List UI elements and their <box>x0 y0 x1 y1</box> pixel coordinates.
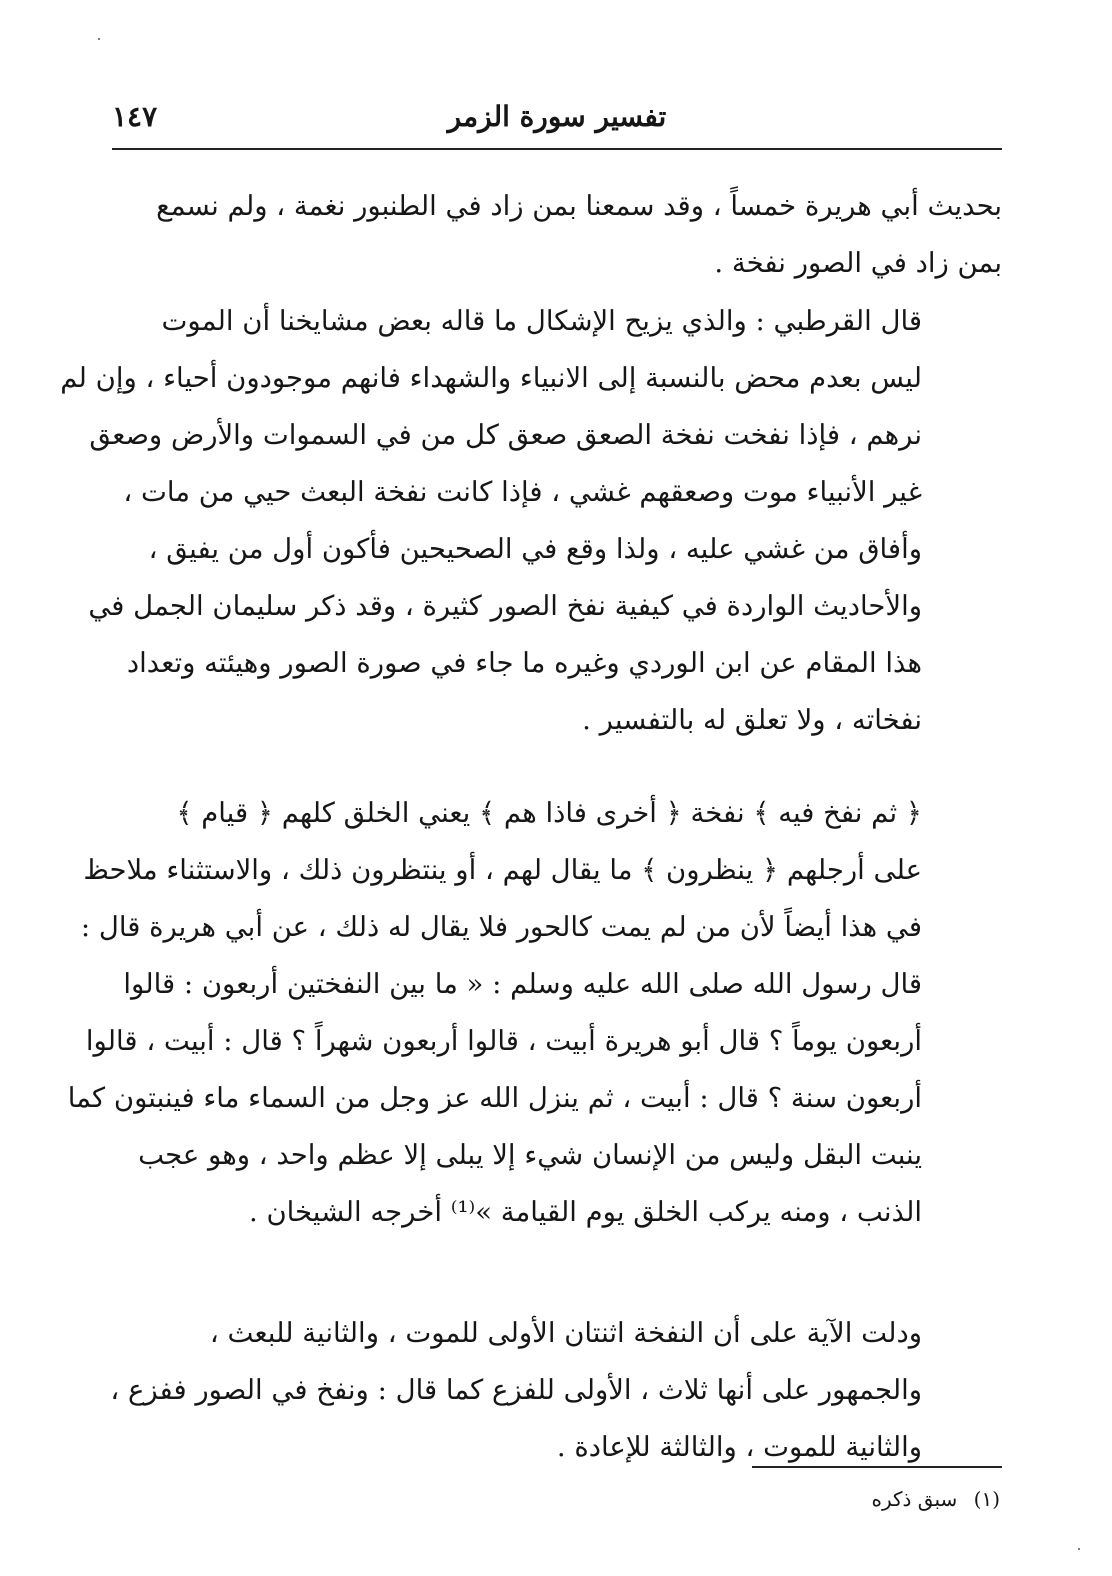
footnote-rule <box>752 1466 1002 1468</box>
paragraph-2 <box>60 293 1002 749</box>
text-line: ينبت البقل وليس من الإنسان شيء إلا يبلى إلا عظم واحد ، وهو عجب <box>138 1139 922 1171</box>
text-line: بمن زاد في الصور نفخة . <box>714 247 1002 279</box>
text-line: بحديث أبي هريرة خمساً ، وقد سمعنا بمن زاد في الطنبور نغمة ، ولم نسمع <box>156 190 1002 222</box>
header-rule <box>112 148 1002 150</box>
footnote-marker: (١) <box>973 1487 1000 1511</box>
scan-speck <box>98 38 100 40</box>
text-line: والأحاديث الواردة في كيفية نفخ الصور كثيرة ، وقد ذكر سليمان الجمل في <box>88 590 922 622</box>
text-line: الذنب ، ومنه يركب الخلق يوم القيامة »⁽¹⁾ أخرجه الشيخان . <box>249 1196 922 1228</box>
paragraph-3 <box>67 785 1002 1241</box>
text-line: على أرجلهم ﴿ ينظرون ﴾ ما يقال لهم ، أو ينتظرون ذلك ، والاستثناء ملاحظ <box>83 854 922 886</box>
paragraph-4 <box>112 1305 1002 1476</box>
page-number: ١٤٧ <box>112 100 158 133</box>
header-title: تفسير سورة الزمر <box>447 100 667 133</box>
text-line: ﴿ ثم نفخ فيه ﴾ نفخة ﴿ أخرى فاذا هم ﴾ يعني الخلق كلهم ﴿ قيام ﴾ <box>176 797 922 829</box>
scan-speck <box>1078 1548 1080 1550</box>
text-line: هذا المقام عن ابن الوردي وغيره ما جاء في صورة الصور وهيئته وتعداد <box>126 647 922 679</box>
text-line: قال القرطبي : والذي يزيح الإشكال ما قاله بعض مشايخنا أن الموت <box>161 305 922 337</box>
text-line: أربعون يوماً ؟ قال أبو هريرة أبيت ، قالوا أربعون شهراً ؟ قال : أبيت ، قالوا <box>85 1025 922 1057</box>
footnote <box>700 1484 1000 1514</box>
footnote-text: سبق ذكره <box>871 1487 958 1511</box>
text-line: والجمهور على أنها ثلاث ، الأولى للفزع كما قال : ونفخ في الصور ففزع ، <box>110 1374 922 1406</box>
text-line: نرهم ، فإذا نفخت نفخة الصعق صعق كل من في السموات والأرض وصعق <box>89 419 922 451</box>
running-header <box>112 96 1002 148</box>
text-line: وأفاق من غشي عليه ، ولذا وقع في الصحيحين فأكون أول من يفيق ، <box>148 533 922 565</box>
paragraph-1 <box>112 178 1002 292</box>
text-line: ودلت الآية على أن النفخة اثنتان الأولى للموت ، والثانية للبعث ، <box>209 1317 922 1349</box>
text-line: غير الأنبياء موت وصعقهم غشي ، فإذا كانت نفخة البعث حيي من مات ، <box>123 476 922 508</box>
text-line: ليس بعدم محض بالنسبة إلى الانبياء والشهداء فانهم موجودون أحياء ، وإن لم <box>60 362 922 394</box>
text-line: نفخاته ، ولا تعلق له بالتفسير . <box>582 704 922 736</box>
text-line: والثانية للموت ، والثالثة للإعادة . <box>556 1431 922 1463</box>
text-line: أربعون سنة ؟ قال : أبيت ، ثم ينزل الله عز وجل من السماء ماء فينبتون كما <box>67 1082 922 1114</box>
text-line: قال رسول الله صلى الله عليه وسلم : « ما بين النفختين أربعون : قالوا <box>123 968 922 1000</box>
text-line: في هذا أيضاً لأن من لم يمت كالحور فلا يقال له ذلك ، عن أبي هريرة قال : <box>80 911 922 943</box>
